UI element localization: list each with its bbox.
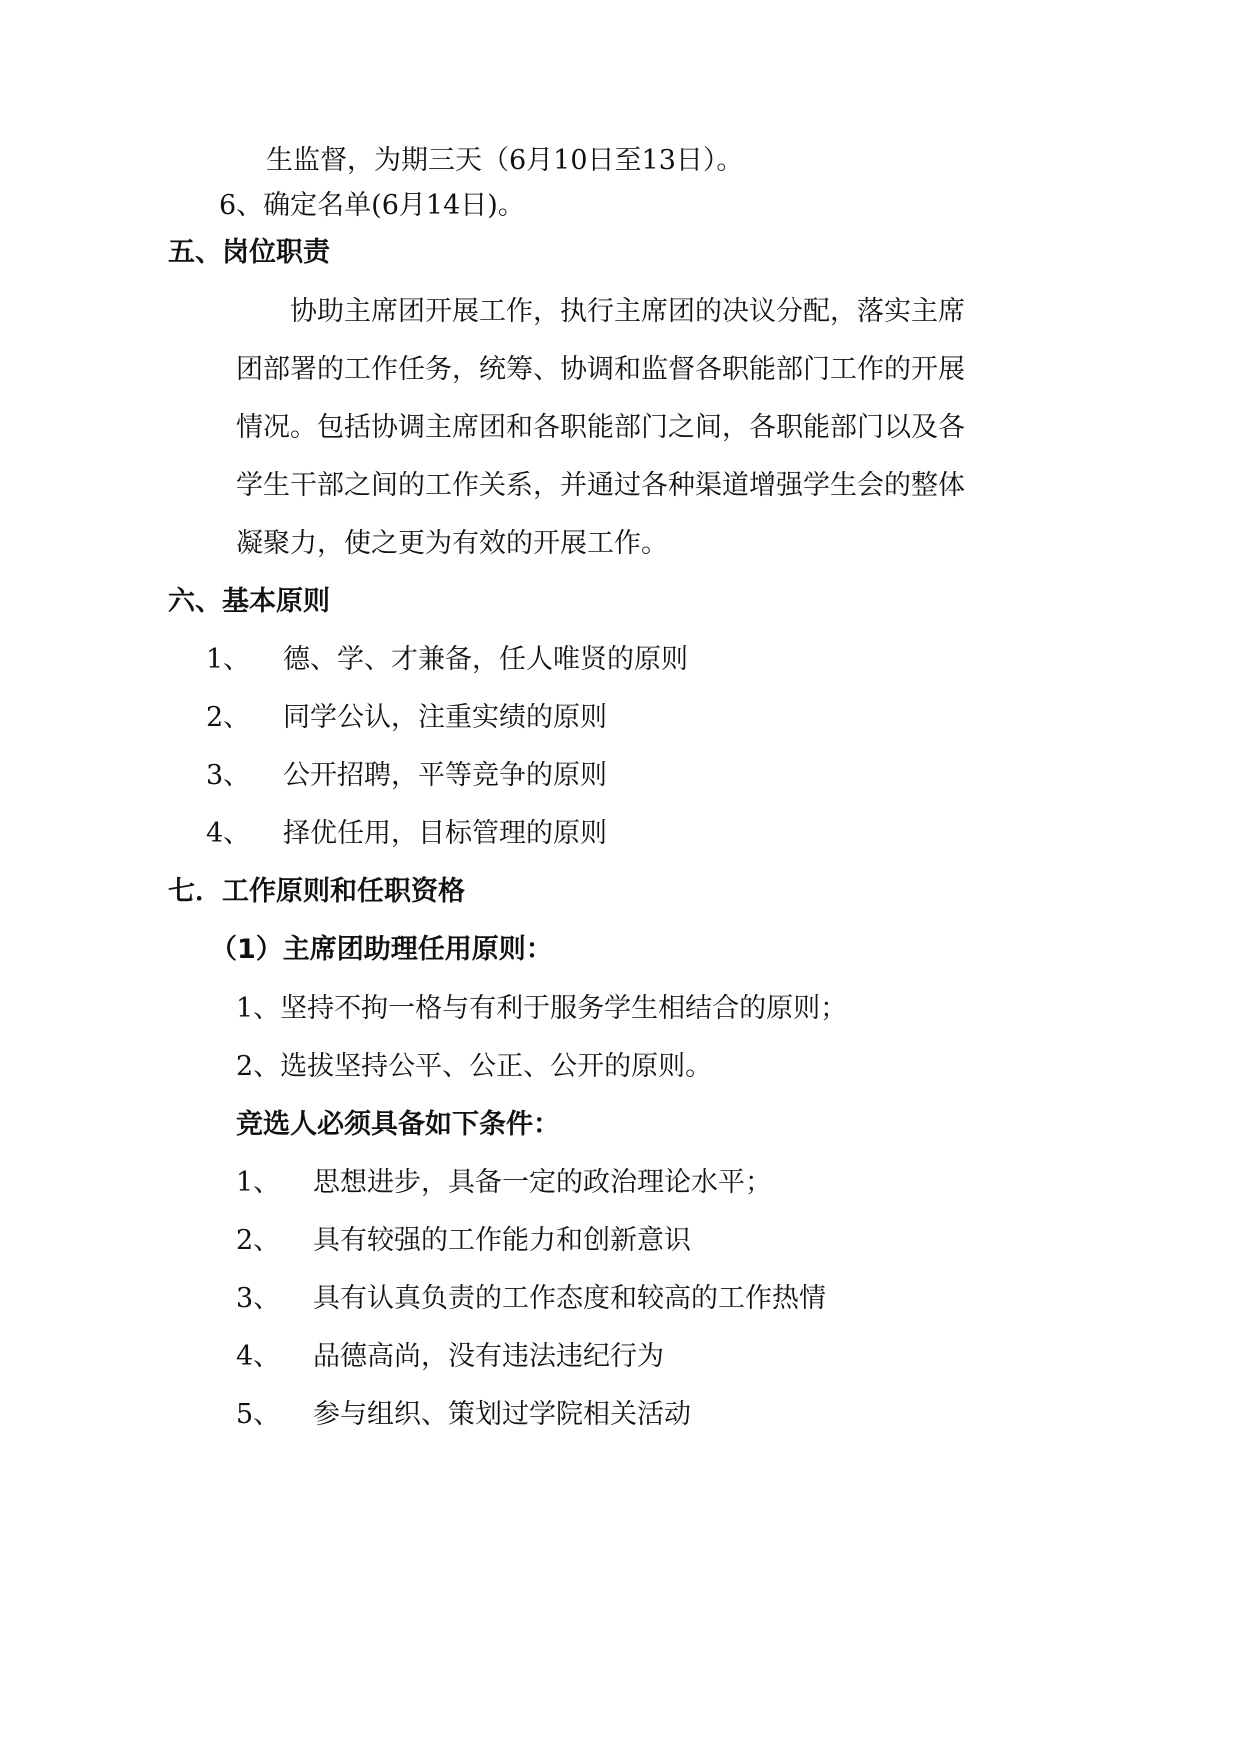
list-text: 择优任用，目标管理的原则 — [283, 818, 607, 849]
section-heading-7: 七．工作原则和任职资格 — [168, 876, 465, 907]
continued-line: 生监督，为期三天（6月10日至13日）。 — [266, 145, 744, 176]
paragraph-line: 情况。包括协调主席团和各职能部门之间，各职能部门以及各 — [236, 412, 965, 443]
list-item — [236, 1281, 826, 1317]
list-item — [206, 642, 688, 678]
paragraph-line: 学生干部之间的工作关系，并通过各种渠道增强学生会的整体 — [236, 470, 965, 501]
list-text: 公开招聘，平等竞争的原则 — [283, 760, 607, 791]
list-item — [236, 1339, 664, 1375]
list-text: 同学公认，注重实绩的原则 — [283, 702, 607, 733]
list-number: 2、 — [236, 1225, 281, 1256]
paragraph-line: 凝聚力，使之更为有效的开展工作。 — [236, 528, 668, 559]
list-item: 2、选拔坚持公平、公正、公开的原则。 — [236, 1051, 713, 1082]
list-number: 3、 — [236, 1283, 281, 1314]
list-number: 3、 — [206, 760, 251, 791]
list-number: 1、 — [236, 1167, 281, 1198]
list-text: 具有较强的工作能力和创新意识 — [313, 1225, 691, 1256]
list-text: 参与组织、策划过学院相关活动 — [313, 1399, 691, 1430]
section-heading-5: 五、岗位职责 — [168, 237, 330, 268]
section-heading-6: 六、基本原则 — [168, 586, 330, 617]
list-item: 1、坚持不拘一格与有利于服务学生相结合的原则； — [236, 993, 848, 1024]
list-item — [236, 1165, 772, 1201]
list-text: 具有认真负责的工作态度和较高的工作热情 — [313, 1283, 826, 1314]
paragraph-line: 协助主席团开展工作，执行主席团的决议分配，落实主席 — [290, 296, 965, 327]
list-text: 品德高尚，没有违法违纪行为 — [313, 1341, 664, 1372]
paragraph-line: 团部署的工作任务，统筹、协调和监督各职能部门工作的开展 — [236, 354, 965, 385]
list-item-6: 6、确定名单(6月14日)。 — [219, 190, 525, 221]
list-number: 5、 — [236, 1399, 281, 1430]
list-item — [206, 758, 607, 794]
list-item — [236, 1397, 691, 1433]
list-item — [206, 700, 607, 736]
list-number: 1、 — [206, 644, 251, 675]
list-number: 4、 — [206, 818, 251, 849]
list-number: 2、 — [206, 702, 251, 733]
list-text: 德、学、才兼备，任人唯贤的原则 — [283, 644, 688, 675]
subsection-heading: （1）主席团助理任用原则： — [210, 934, 553, 965]
list-item — [236, 1223, 691, 1259]
list-number: 4、 — [236, 1341, 281, 1372]
subsection-heading: 竞选人必须具备如下条件： — [236, 1109, 560, 1140]
list-text: 思想进步，具备一定的政治理论水平； — [313, 1167, 772, 1198]
list-item — [206, 816, 607, 852]
